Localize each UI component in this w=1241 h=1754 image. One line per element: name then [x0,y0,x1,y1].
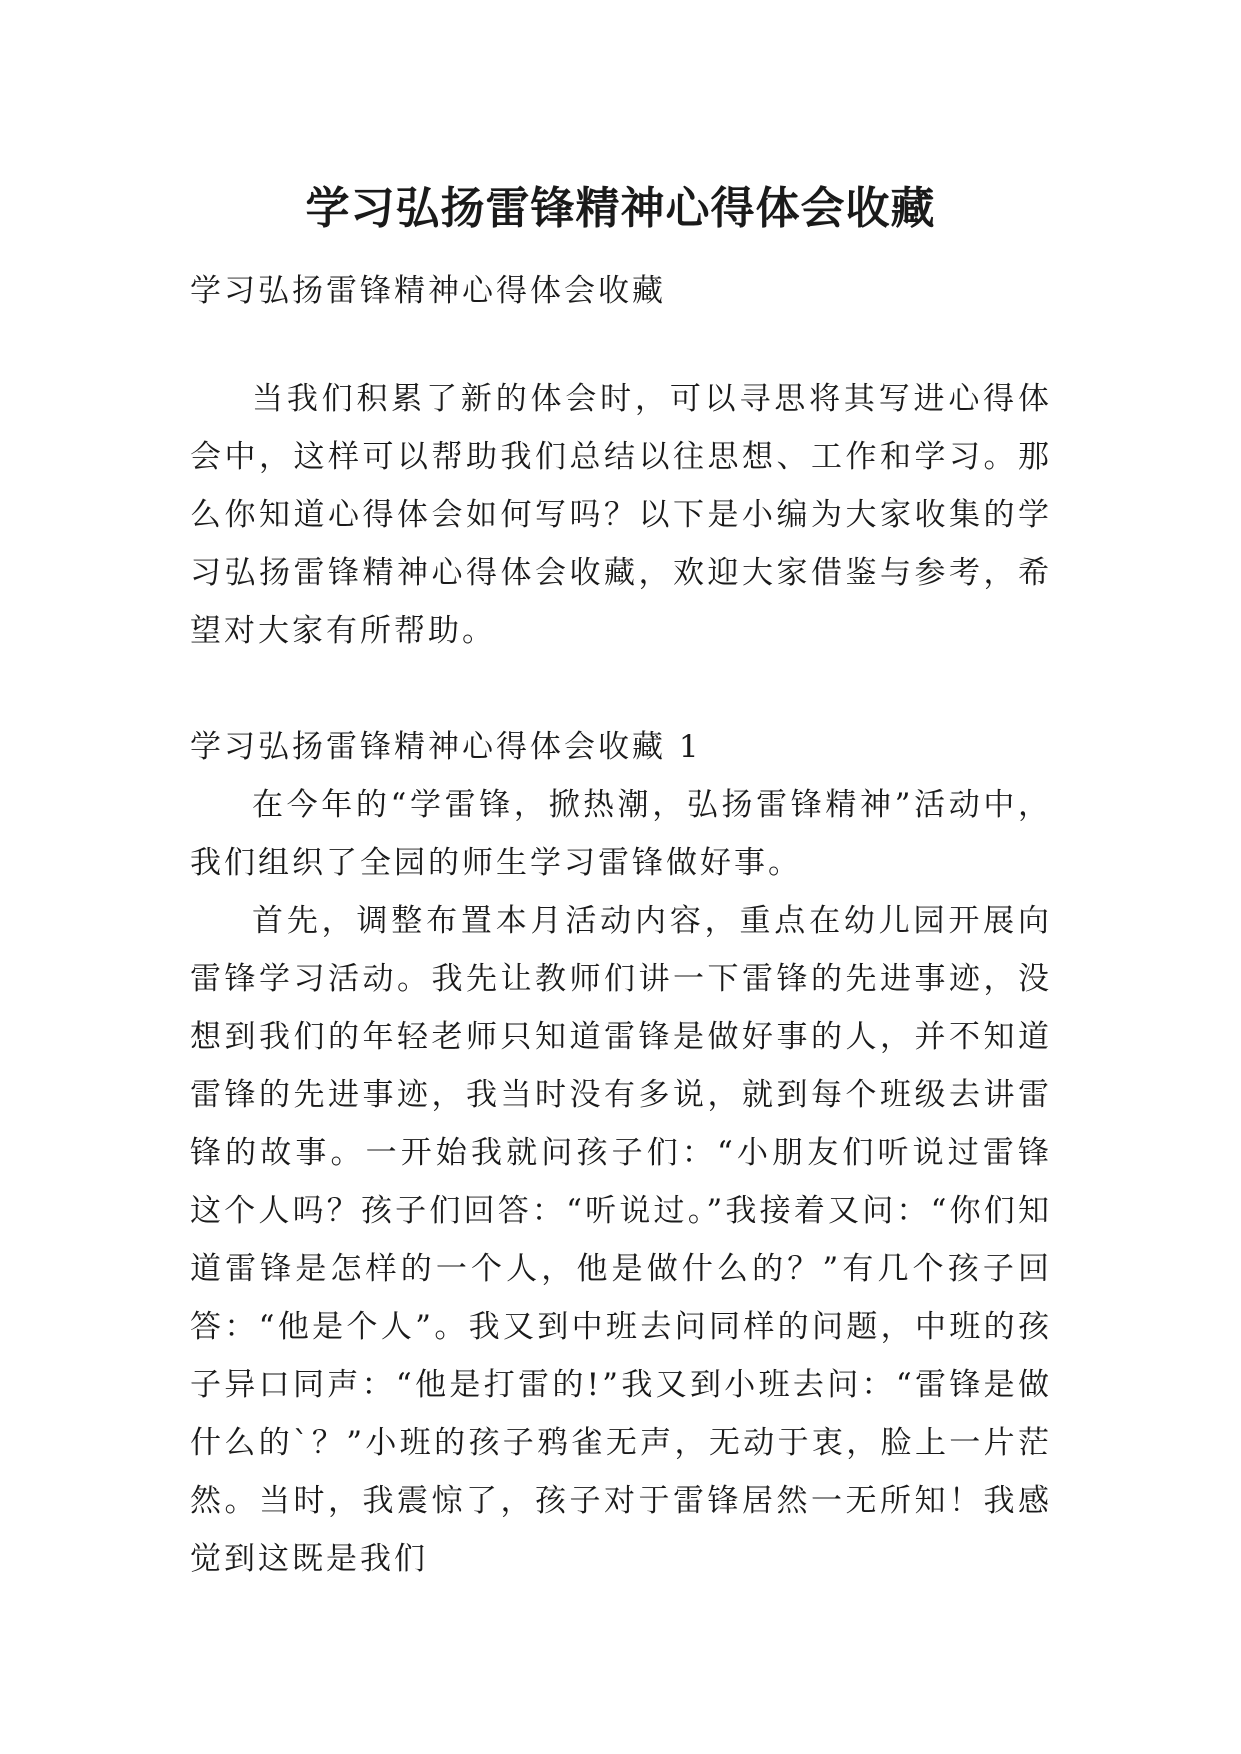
spacer [190,660,1052,718]
spacer [190,320,1052,370]
body-paragraph: 首先，调整布置本月活动内容，重点在幼儿园开展向雷锋学习活动。我先让教师们讲一下雷锋的先进事迹，没想到我们的年轻老师只知道雷锋是做好事的人，并不知道雷锋的先进事迹，我当时没有多说，就到每个班级去讲雷锋的故事。一开始我就问孩子们：“小朋友们听说过雷锋这个人吗？孩子们回答：“听说过。”我接着又问：“你们知道雷锋是怎样的一个人，他是做什么的？”有几个孩子回答：“他是个人”。我又到中班去问同样的问题，中班的孩子异口同声：“他是打雷的!”我又到小班去问：“雷锋是做什么的`？”小班的孩子鸦雀无声，无动于衷，脸上一片茫然。当时，我震惊了，孩子对于雷锋居然一无所知！我感觉到这既是我们 [190,903,1052,1577]
body-paragraph: 在今年的“学雷锋，掀热潮，弘扬雷锋精神”活动中，我们组织了全园的师生学习雷锋做好事。 [190,787,1052,881]
document-subtitle: 学习弘扬雷锋精神心得体会收藏 [190,273,666,309]
document-title: 学习弘扬雷锋精神心得体会收藏 [305,183,936,235]
section-heading: 学习弘扬雷锋精神心得体会收藏 1 [190,729,702,765]
document-body [190,262,1052,1588]
intro-paragraph: 当我们积累了新的体会时，可以寻思将其写进心得体会中，这样可以帮助我们总结以往思想、工作和学习。那么你知道心得体会如何写吗？以下是小编为大家收集的学习弘扬雷锋精神心得体会收藏，欢迎大家借鉴与参考，希望对大家有所帮助。 [190,381,1052,649]
